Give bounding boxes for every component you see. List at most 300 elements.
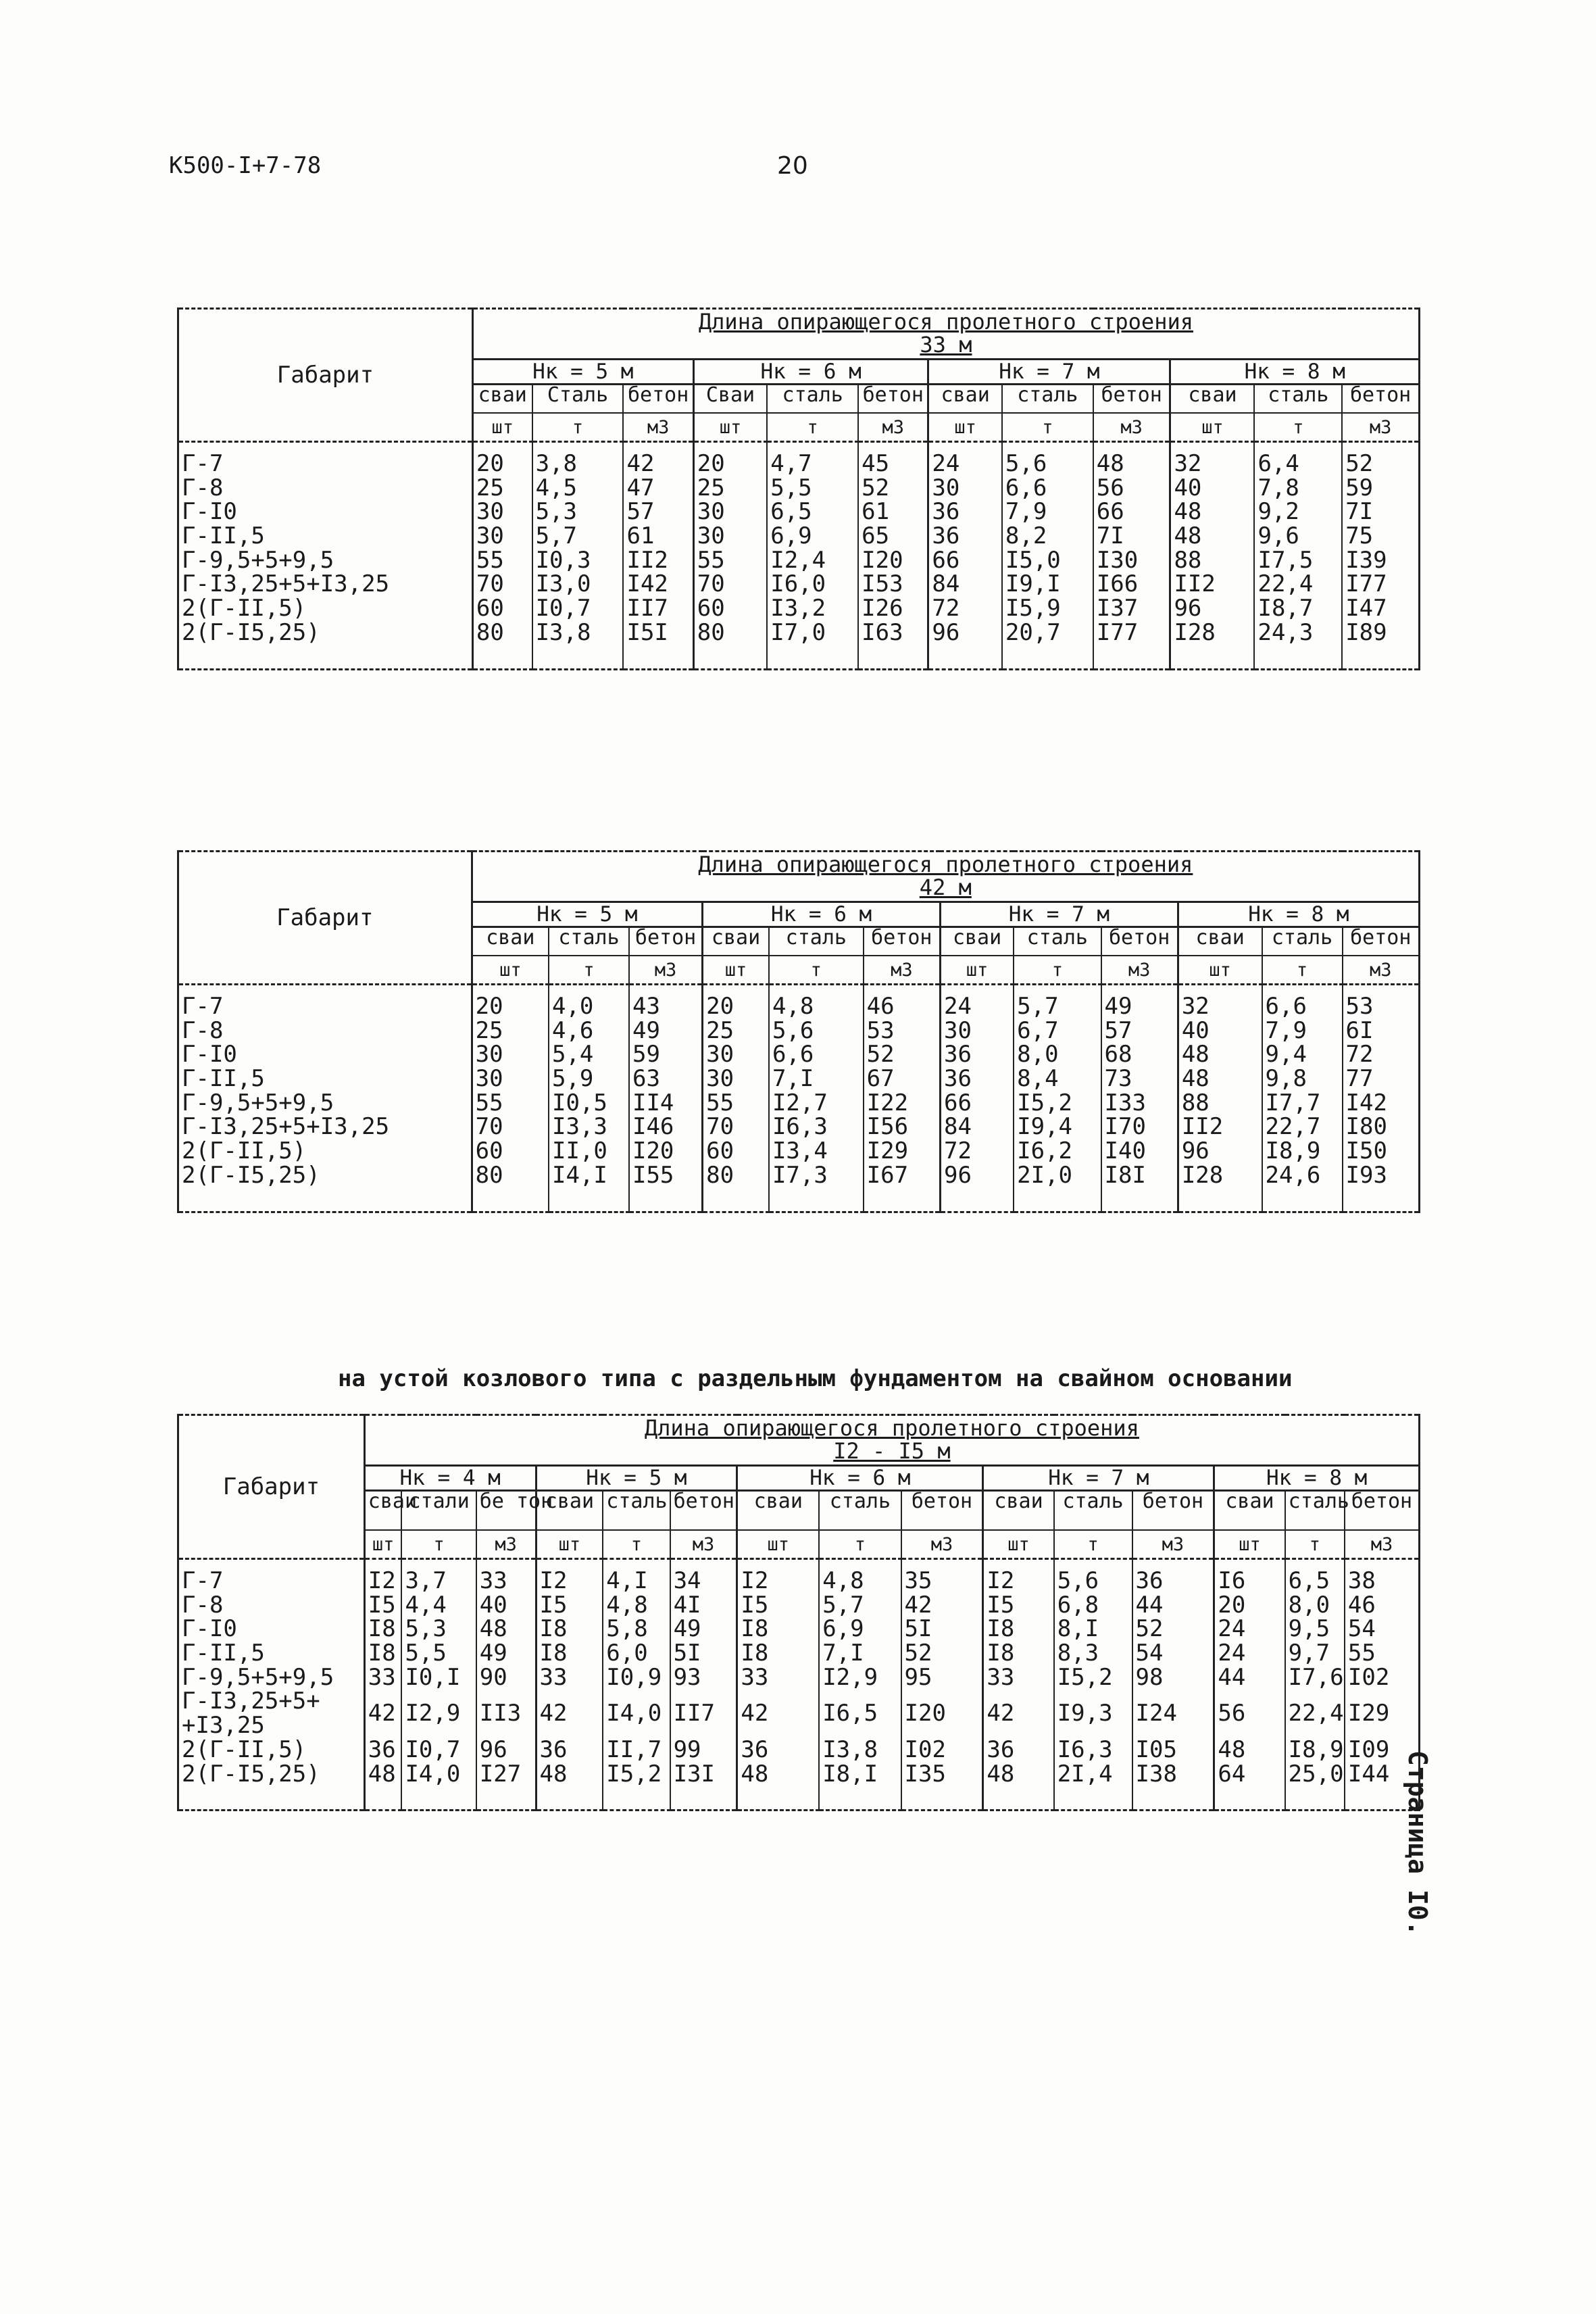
cell-value: 22,7 <box>1262 1115 1343 1139</box>
cell-value: 48 <box>476 1617 536 1642</box>
cell-value: 42 <box>901 1594 983 1618</box>
cell-value: I35 <box>901 1763 983 1811</box>
cell-value: 48 <box>1170 500 1255 524</box>
cell-value: I6,0 <box>767 572 858 597</box>
cell-value: 96 <box>1178 1139 1262 1164</box>
unit-header: м3 <box>1345 1530 1420 1559</box>
cell-value: 84 <box>928 572 1002 597</box>
cell-value: 52 <box>864 1043 941 1067</box>
cell-value: 60 <box>693 597 767 621</box>
cell-value: 44 <box>1214 1666 1285 1690</box>
cell-value: I22 <box>864 1091 941 1116</box>
span-title <box>472 309 1419 360</box>
cell-value: 22,4 <box>1254 572 1342 597</box>
gabarit-name: Г-9,5+5+9,5 <box>178 1091 472 1116</box>
cell-value: I7,5 <box>1254 549 1342 573</box>
cell-value: 6,6 <box>769 1043 864 1067</box>
column-header: сталь <box>1254 385 1342 414</box>
cell-value: I56 <box>864 1115 941 1139</box>
cell-value: 20 <box>472 442 532 476</box>
cell-value: 4I <box>670 1594 737 1618</box>
cell-value: 5,4 <box>549 1043 629 1067</box>
cell-value: 42 <box>623 442 693 476</box>
column-header: сваи <box>703 927 769 956</box>
cell-value: I5,0 <box>1002 549 1093 573</box>
gabarit-name: 2(Г-I5,25) <box>178 1763 365 1811</box>
cell-value: 63 <box>629 1067 703 1091</box>
column-header: сваи <box>1214 1491 1285 1531</box>
cell-value: I8 <box>983 1617 1054 1642</box>
cell-value: I8 <box>737 1617 819 1642</box>
cell-value: 7,I <box>819 1642 901 1666</box>
cell-value: I5I <box>623 621 693 669</box>
cell-value: 73 <box>1101 1067 1178 1091</box>
cell-value: I39 <box>1342 549 1419 573</box>
table-row <box>178 1115 1420 1139</box>
cell-value: 3,7 <box>401 1559 476 1594</box>
cell-value: I9,3 <box>1054 1690 1132 1738</box>
cell-value: 60 <box>472 1139 549 1164</box>
cell-value: 5,5 <box>401 1642 476 1666</box>
cell-value: 72 <box>940 1139 1014 1164</box>
cell-value: 49 <box>476 1642 536 1666</box>
hk-group-header: Нк = 5 м <box>536 1466 737 1491</box>
cell-value: 5,3 <box>401 1617 476 1642</box>
column-header: бетон <box>629 927 703 956</box>
cell-value: I8,7 <box>1254 597 1342 621</box>
cell-value: I28 <box>1178 1164 1262 1212</box>
gabarit-name: Г-II,5 <box>178 524 473 549</box>
cell-value: I0,I <box>401 1666 476 1690</box>
cell-value: 36 <box>1132 1559 1214 1594</box>
cell-value: 95 <box>901 1666 983 1690</box>
cell-value: 67 <box>864 1067 941 1091</box>
cell-value: I0,7 <box>532 597 624 621</box>
table-row <box>178 1019 1420 1043</box>
hk-group-header: Нк = 8 м <box>1170 360 1420 385</box>
cell-value: 20 <box>472 985 549 1019</box>
cell-value: 6,7 <box>1014 1019 1101 1043</box>
table-row <box>178 1666 1420 1690</box>
cell-value: 7I <box>1342 500 1419 524</box>
cell-value: 33 <box>536 1666 603 1690</box>
cell-value: I2 <box>983 1559 1054 1594</box>
cell-value: 6,5 <box>767 500 858 524</box>
table-row <box>178 442 1420 476</box>
cell-value: 30 <box>472 1067 549 1091</box>
cell-value: 80 <box>472 621 532 669</box>
cell-value: 25,0 <box>1285 1763 1345 1811</box>
side-page-label: Страница I0. <box>1403 1750 1432 1936</box>
hk-group-header: Нк = 5 м <box>472 360 693 385</box>
cell-value: 61 <box>623 524 693 549</box>
column-header: бетон <box>623 385 693 414</box>
cell-value: 30 <box>472 524 532 549</box>
cell-value: 7,I <box>769 1067 864 1091</box>
column-header: сталь <box>1285 1491 1345 1531</box>
column-header: сваи <box>737 1491 819 1531</box>
cell-value: 30 <box>703 1067 769 1091</box>
cell-value: I5 <box>364 1594 401 1618</box>
cell-value: 80 <box>472 1164 549 1212</box>
cell-value: 70 <box>472 572 532 597</box>
hk-group-header: Нк = 5 м <box>472 902 702 927</box>
cell-value: I50 <box>1343 1139 1420 1164</box>
cell-value: 5,5 <box>767 476 858 501</box>
unit-header: шт <box>536 1530 603 1559</box>
gabarit-name: Г-9,5+5+9,5 <box>178 549 473 573</box>
span-title-text: Длина опирающегося пролетного строения <box>698 852 1193 878</box>
cell-value: I3,8 <box>819 1738 901 1763</box>
cell-value: 56 <box>1093 476 1170 501</box>
cell-value: 40 <box>476 1594 536 1618</box>
cell-value: 70 <box>472 1115 549 1139</box>
cell-value: 9,7 <box>1285 1642 1345 1666</box>
cell-value: 6,6 <box>1262 985 1343 1019</box>
cell-value: I5 <box>983 1594 1054 1618</box>
unit-header: шт <box>983 1530 1054 1559</box>
gabarit-header: Габарит <box>178 309 473 442</box>
unit-header: шт <box>1170 413 1255 442</box>
table-row <box>178 985 1420 1019</box>
cell-value: I02 <box>1345 1666 1420 1690</box>
cell-value: 48 <box>364 1763 401 1811</box>
cell-value: 53 <box>1343 985 1420 1019</box>
table-row <box>178 621 1420 669</box>
gabarit-name: 2(Г-I5,25) <box>178 1164 472 1212</box>
column-header: бетон <box>864 927 941 956</box>
unit-header: м3 <box>864 956 941 985</box>
column-header: сталь <box>1002 385 1093 414</box>
cell-value: 93 <box>670 1666 737 1690</box>
cell-value: 5,7 <box>532 524 624 549</box>
cell-value: 4,4 <box>401 1594 476 1618</box>
hk-group-header: Нк = 8 м <box>1214 1466 1420 1491</box>
cell-value: I2 <box>364 1559 401 1594</box>
cell-value: II3 <box>476 1690 536 1738</box>
cell-value: I7,7 <box>1262 1091 1343 1116</box>
gabarit-name: Г-I3,25+5+I3,25 <box>178 1115 472 1139</box>
hk-group-header: Нк = 7 м <box>940 902 1178 927</box>
cell-value: 42 <box>983 1690 1054 1738</box>
cell-value: 59 <box>1342 476 1419 501</box>
cell-value: 30 <box>693 500 767 524</box>
unit-header: т <box>1014 956 1101 985</box>
cell-value: II,0 <box>549 1139 629 1164</box>
column-header: бетон <box>1343 927 1420 956</box>
cell-value: 5I <box>901 1617 983 1642</box>
cell-value: I2 <box>536 1559 603 1594</box>
unit-header: м3 <box>1342 413 1419 442</box>
cell-value: I5,2 <box>1014 1091 1101 1116</box>
cell-value: 32 <box>1170 442 1255 476</box>
gabarit-name: 2(Г-I5,25) <box>178 621 473 669</box>
cell-value: 66 <box>1093 500 1170 524</box>
unit-header: м3 <box>476 1530 536 1559</box>
cell-value: 68 <box>1101 1043 1178 1067</box>
unit-header: м3 <box>1093 413 1170 442</box>
page-number: 20 <box>777 152 808 180</box>
cell-value: 64 <box>1214 1763 1285 1811</box>
cell-value: 33 <box>364 1666 401 1690</box>
unit-header: м3 <box>901 1530 983 1559</box>
column-header: сваи <box>536 1491 603 1531</box>
cell-value: I29 <box>1345 1690 1420 1738</box>
unit-header: м3 <box>1343 956 1420 985</box>
cell-value: 42 <box>737 1690 819 1738</box>
cell-value: I3,3 <box>549 1115 629 1139</box>
cell-value: 20 <box>1214 1594 1285 1618</box>
cell-value: I3I <box>670 1763 737 1811</box>
cell-value: II2 <box>1170 572 1255 597</box>
cell-value: I63 <box>858 621 928 669</box>
table-12-15m <box>177 1414 1420 1811</box>
cell-value: I28 <box>1170 621 1255 669</box>
cell-value: I6,3 <box>769 1115 864 1139</box>
column-header: сталь <box>1262 927 1343 956</box>
column-header: сталь <box>1054 1491 1132 1531</box>
table-row <box>178 1139 1420 1164</box>
gabarit-name: 2(Г-II,5) <box>178 1738 365 1763</box>
table-row <box>178 1067 1420 1091</box>
cell-value: I30 <box>1093 549 1170 573</box>
cell-value: 22,4 <box>1285 1690 1345 1738</box>
cell-value: II4 <box>629 1091 703 1116</box>
column-header: сталь <box>767 385 858 414</box>
cell-value: 4,5 <box>532 476 624 501</box>
column-header: сваи <box>940 927 1014 956</box>
cell-value: 84 <box>940 1115 1014 1139</box>
column-header: бе тон <box>476 1491 536 1531</box>
cell-value: 48 <box>1178 1067 1262 1091</box>
cell-value: 4,7 <box>767 442 858 476</box>
cell-value: I26 <box>858 597 928 621</box>
gabarit-name: Г-7 <box>178 985 472 1019</box>
cell-value: 53 <box>864 1019 941 1043</box>
span-title <box>472 852 1419 902</box>
cell-value: I0,9 <box>603 1666 670 1690</box>
hk-group-header: Нк = 6 м <box>737 1466 983 1491</box>
section-subtitle: на устой козлового типа с раздельным фундаментом на свайном основании <box>338 1365 1293 1392</box>
cell-value: 36 <box>928 524 1002 549</box>
unit-header: м3 <box>623 413 693 442</box>
cell-value: I8 <box>364 1617 401 1642</box>
cell-value: 5,7 <box>1014 985 1101 1019</box>
unit-header: шт <box>472 956 549 985</box>
table-row <box>178 1091 1420 1116</box>
table-row <box>178 1642 1420 1666</box>
cell-value: 66 <box>940 1091 1014 1116</box>
cell-value: 80 <box>703 1164 769 1212</box>
unit-header: м3 <box>629 956 703 985</box>
document-code: К500-I+7-78 <box>169 152 322 179</box>
column-header: сваи <box>983 1491 1054 1531</box>
cell-value: 36 <box>364 1738 401 1763</box>
column-header: бетон <box>1132 1491 1214 1531</box>
unit-header: шт <box>737 1530 819 1559</box>
column-header: стали <box>401 1491 476 1531</box>
cell-value: 56 <box>1214 1690 1285 1738</box>
cell-value: 34 <box>670 1559 737 1594</box>
cell-value: 5,6 <box>1002 442 1093 476</box>
hk-group-header: Нк = 6 м <box>703 902 941 927</box>
cell-value: I4,0 <box>401 1763 476 1811</box>
cell-value: I20 <box>858 549 928 573</box>
column-header: бетон <box>670 1491 737 1531</box>
column-header: бетон <box>858 385 928 414</box>
unit-header: т <box>1254 413 1342 442</box>
table-row <box>178 597 1420 621</box>
cell-value: 30 <box>472 500 532 524</box>
cell-value: I7,6 <box>1285 1666 1345 1690</box>
column-header: бетон <box>1093 385 1170 414</box>
cell-value: 20 <box>693 442 767 476</box>
gabarit-name: Г-I0 <box>178 1617 365 1642</box>
cell-value: 24 <box>928 442 1002 476</box>
cell-value: 3,8 <box>532 442 624 476</box>
cell-value: 35 <box>901 1559 983 1594</box>
table-row <box>178 572 1420 597</box>
cell-value: I02 <box>901 1738 983 1763</box>
cell-value: 66 <box>928 549 1002 573</box>
cell-value: 48 <box>1178 1043 1262 1067</box>
cell-value: I3,2 <box>767 597 858 621</box>
cell-value: 5,6 <box>769 1019 864 1043</box>
cell-value: 8,3 <box>1054 1642 1132 1666</box>
cell-value: 36 <box>983 1738 1054 1763</box>
column-header: бетон <box>901 1491 983 1531</box>
cell-value: 48 <box>1170 524 1255 549</box>
cell-value: 99 <box>670 1738 737 1763</box>
gabarit-name: Г-8 <box>178 1019 472 1043</box>
cell-value: I47 <box>1342 597 1419 621</box>
cell-value: 52 <box>858 476 928 501</box>
unit-header: т <box>767 413 858 442</box>
column-header: сваи <box>364 1491 401 1531</box>
unit-header: м3 <box>1132 1530 1214 1559</box>
cell-value: 60 <box>703 1139 769 1164</box>
cell-value: 46 <box>864 985 941 1019</box>
cell-value: 24,3 <box>1254 621 1342 669</box>
table-row <box>178 1617 1420 1642</box>
cell-value: I70 <box>1101 1115 1178 1139</box>
gabarit-name: Г-I0 <box>178 500 473 524</box>
table-row <box>178 1164 1420 1212</box>
cell-value: 57 <box>623 500 693 524</box>
cell-value: 48 <box>1093 442 1170 476</box>
cell-value: I4,I <box>549 1164 629 1212</box>
cell-value: 32 <box>1178 985 1262 1019</box>
cell-value: 2I,4 <box>1054 1763 1132 1811</box>
cell-value: II2 <box>623 549 693 573</box>
cell-value: 6,9 <box>819 1617 901 1642</box>
cell-value: 4,0 <box>549 985 629 1019</box>
cell-value: I42 <box>1343 1091 1420 1116</box>
cell-value: 5,3 <box>532 500 624 524</box>
cell-value: I3,8 <box>532 621 624 669</box>
column-header: сваи <box>1178 927 1262 956</box>
cell-value: 77 <box>1343 1067 1420 1091</box>
cell-value: I89 <box>1342 621 1419 669</box>
cell-value: 36 <box>940 1067 1014 1091</box>
cell-value: I09 <box>1345 1738 1420 1763</box>
cell-value: I0,5 <box>549 1091 629 1116</box>
cell-value: 52 <box>1132 1617 1214 1642</box>
cell-value: 57 <box>1101 1019 1178 1043</box>
hk-group-header: Нк = 6 м <box>693 360 928 385</box>
cell-value: 6,4 <box>1254 442 1342 476</box>
cell-value: 55 <box>472 549 532 573</box>
unit-header: т <box>769 956 864 985</box>
cell-value: I6,5 <box>819 1690 901 1738</box>
cell-value: I46 <box>629 1115 703 1139</box>
cell-value: 42 <box>536 1690 603 1738</box>
gabarit-name: Г-I3,25+5+ +I3,25 <box>178 1690 365 1738</box>
unit-header: м3 <box>1101 956 1178 985</box>
cell-value: I2,9 <box>401 1690 476 1738</box>
span-length: I2 - I5 м <box>833 1438 951 1464</box>
cell-value: 7,9 <box>1262 1019 1343 1043</box>
cell-value: 72 <box>928 597 1002 621</box>
cell-value: I20 <box>901 1690 983 1738</box>
cell-value: I55 <box>629 1164 703 1212</box>
cell-value: 6,5 <box>1285 1559 1345 1594</box>
cell-value: I67 <box>864 1164 941 1212</box>
cell-value: 48 <box>536 1763 603 1811</box>
cell-value: I8I <box>1101 1164 1178 1212</box>
cell-value: 72 <box>1343 1043 1420 1067</box>
cell-value: 20 <box>703 985 769 1019</box>
cell-value: 4,8 <box>769 985 864 1019</box>
cell-value: I8 <box>364 1642 401 1666</box>
cell-value: 36 <box>940 1043 1014 1067</box>
cell-value: I5 <box>737 1594 819 1618</box>
unit-header: т <box>532 413 624 442</box>
cell-value: 24 <box>1214 1617 1285 1642</box>
cell-value: I9,4 <box>1014 1115 1101 1139</box>
cell-value: 55 <box>472 1091 549 1116</box>
cell-value: I77 <box>1342 572 1419 597</box>
cell-value: 30 <box>693 524 767 549</box>
cell-value: I20 <box>629 1139 703 1164</box>
cell-value: I8,9 <box>1285 1738 1345 1763</box>
cell-value: 33 <box>476 1559 536 1594</box>
table-row <box>178 549 1420 573</box>
cell-value: I37 <box>1093 597 1170 621</box>
unit-header: шт <box>472 413 532 442</box>
cell-value: 96 <box>928 621 1002 669</box>
unit-header: шт <box>693 413 767 442</box>
cell-value: 33 <box>983 1666 1054 1690</box>
cell-value: 49 <box>629 1019 703 1043</box>
cell-value: 54 <box>1345 1617 1420 1642</box>
unit-header: шт <box>364 1530 401 1559</box>
cell-value: 4,8 <box>819 1559 901 1594</box>
column-header: Сталь <box>532 385 624 414</box>
cell-value: I8 <box>737 1642 819 1666</box>
span-title <box>364 1415 1419 1466</box>
gabarit-name: 2(Г-II,5) <box>178 1139 472 1164</box>
cell-value: 90 <box>476 1666 536 1690</box>
cell-value: 61 <box>858 500 928 524</box>
cell-value: 48 <box>737 1763 819 1811</box>
cell-value: 7I <box>1093 524 1170 549</box>
gabarit-name: Г-7 <box>178 1559 365 1594</box>
cell-value: 59 <box>629 1043 703 1067</box>
unit-header: шт <box>703 956 769 985</box>
cell-value: I3,0 <box>532 572 624 597</box>
cell-value: 24,6 <box>1262 1164 1343 1212</box>
